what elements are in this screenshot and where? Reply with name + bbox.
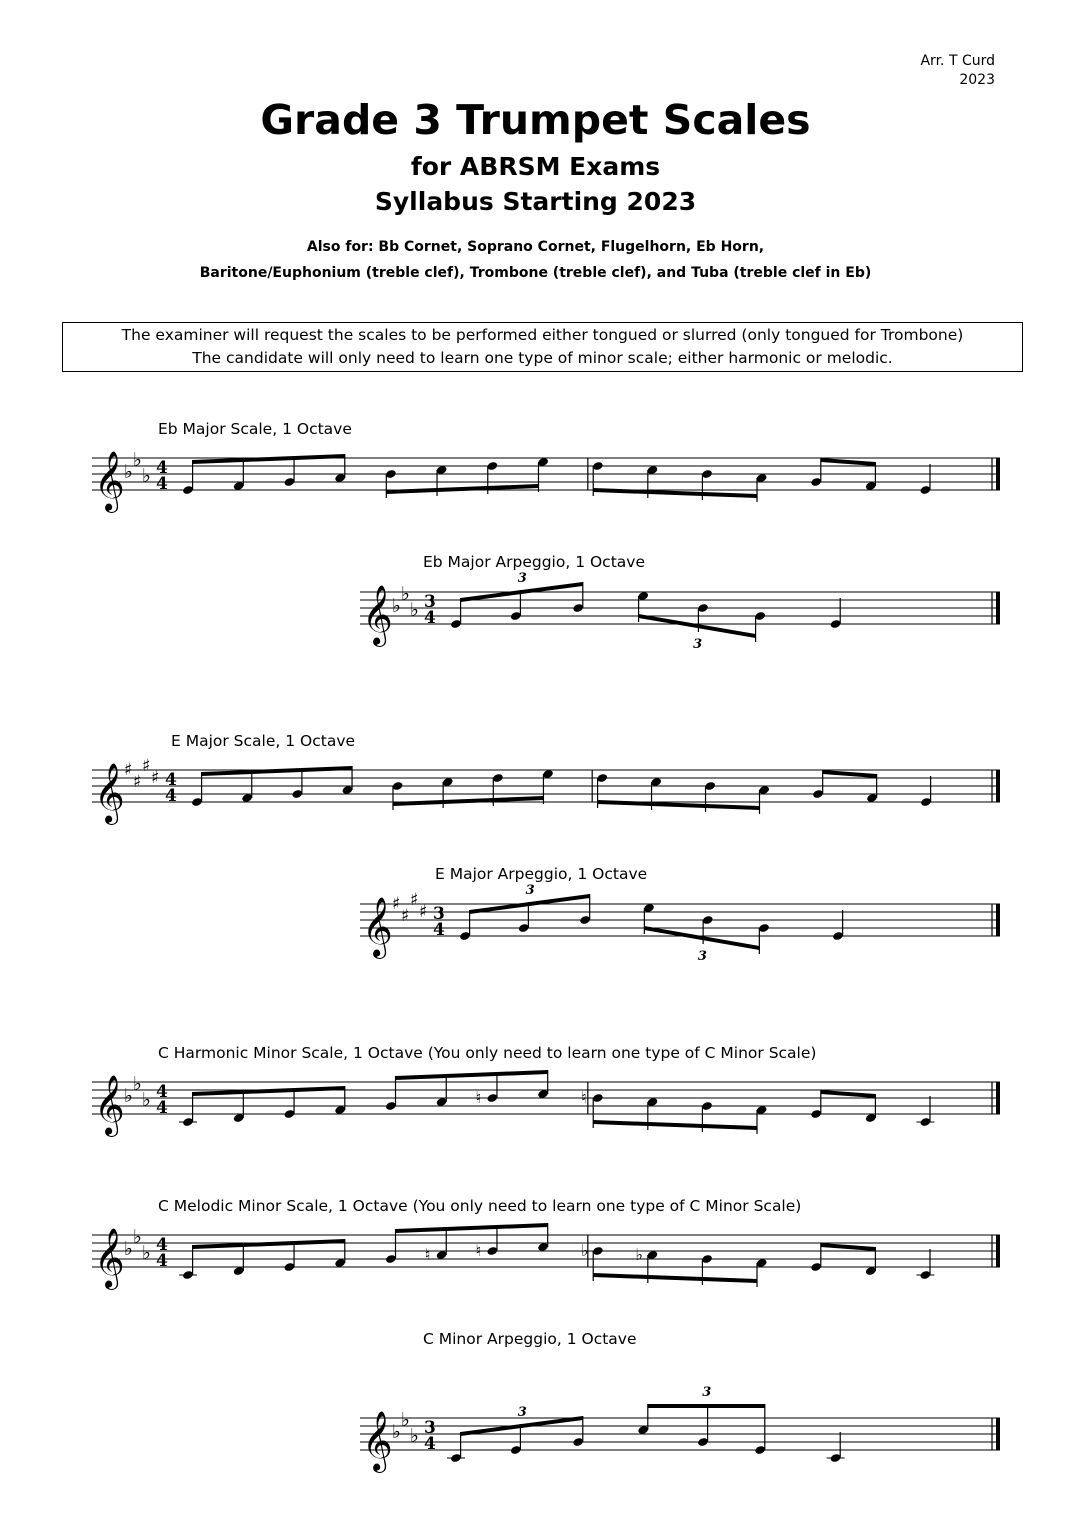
notice-line-1: The examiner will request the scales to be performed either tongued or slurred (only tongued for Trombone) xyxy=(121,326,964,344)
key-sharp-icon: ♯ xyxy=(142,756,151,776)
instruments-line-2: Baritone/Euphonium (treble clef), Trombone (treble clef), and Tuba (treble clef in Eb) xyxy=(199,265,872,281)
time-signature-bottom: 4 xyxy=(156,1098,168,1118)
key-flat-icon: ♭ xyxy=(124,1085,133,1107)
key-flat-icon: ♭ xyxy=(133,1073,142,1095)
key-flat-icon: ♭ xyxy=(401,583,410,605)
key-sharp-icon: ♯ xyxy=(401,906,410,926)
key-flat-icon: ♭ xyxy=(133,449,142,471)
time-signature-top: 4 xyxy=(156,1235,168,1255)
key-flat-icon: ♭ xyxy=(133,1226,142,1248)
time-signature-top: 4 xyxy=(156,1082,168,1102)
key-flat-icon: ♭ xyxy=(124,461,133,483)
syllabus-subtitle: Syllabus Starting 2023 xyxy=(374,187,697,216)
time-signature-bottom: 4 xyxy=(156,474,168,494)
key-flat-icon: ♭ xyxy=(392,1421,401,1443)
treble-clef-icon: 𝄞 xyxy=(362,897,393,957)
scale-label: C Melodic Minor Scale, 1 Octave (You only need to learn one type of C Minor Scale) xyxy=(158,1197,802,1215)
time-signature-top: 3 xyxy=(433,904,445,924)
key-flat-icon: ♭ xyxy=(142,465,151,487)
time-signature-top: 3 xyxy=(424,1418,436,1438)
key-flat-icon: ♭ xyxy=(410,599,419,621)
final-barline-thick xyxy=(996,1418,1000,1450)
scale-label: Eb Major Arpeggio, 1 Octave xyxy=(423,553,645,571)
arranger-name: Arr. T Curd xyxy=(920,53,995,69)
note-beam xyxy=(648,1404,765,1408)
treble-clef-icon: 𝄞 xyxy=(94,1075,125,1135)
key-flat-icon: ♭ xyxy=(392,595,401,617)
flat-sign-icon: ♭ xyxy=(635,1245,643,1264)
natural-sign-icon: ♮ xyxy=(475,1088,482,1107)
time-signature-bottom: 4 xyxy=(424,1434,436,1454)
key-sharp-icon: ♯ xyxy=(392,894,401,914)
page-subtitle: for ABRSM Exams xyxy=(410,152,661,181)
treble-clef-icon: 𝄞 xyxy=(94,451,125,511)
tuplet-number: 3 xyxy=(517,571,527,586)
tuplet-number: 3 xyxy=(525,883,535,898)
key-flat-icon: ♭ xyxy=(410,1425,419,1447)
key-flat-icon: ♭ xyxy=(142,1089,151,1111)
key-flat-icon: ♭ xyxy=(401,1409,410,1431)
key-sharp-icon: ♯ xyxy=(419,902,428,922)
time-signature-bottom: 4 xyxy=(156,1251,168,1271)
notice-line-2: The candidate will only need to learn one type of minor scale; either harmonic or melodic. xyxy=(192,349,893,367)
flat-sign-icon: ♭ xyxy=(580,1241,589,1260)
instruments-line-1: Also for: Bb Cornet, Soprano Cornet, Flugelhorn, Eb Horn, xyxy=(306,239,765,255)
time-signature-bottom: 4 xyxy=(433,920,445,940)
natural-sign-icon: ♮ xyxy=(424,1245,431,1264)
key-flat-icon: ♭ xyxy=(142,1242,151,1264)
key-sharp-icon: ♯ xyxy=(133,772,142,792)
treble-clef-icon: 𝄞 xyxy=(94,1228,125,1288)
treble-clef-icon: 𝄞 xyxy=(94,763,125,823)
key-flat-icon: ♭ xyxy=(124,1238,133,1260)
time-signature-bottom: 4 xyxy=(424,608,436,628)
tuplet-number: 3 xyxy=(517,1405,527,1420)
tuplet-number: 3 xyxy=(702,1385,712,1400)
arranger-year: 2023 xyxy=(959,72,995,88)
time-signature-top: 4 xyxy=(156,458,168,478)
time-signature-top: 3 xyxy=(424,592,436,612)
treble-clef-icon: 𝄞 xyxy=(362,585,393,645)
treble-clef-icon: 𝄞 xyxy=(362,1411,393,1471)
time-signature-top: 4 xyxy=(165,770,177,790)
scale-label: C Minor Arpeggio, 1 Octave xyxy=(423,1330,637,1348)
tuplet-number: 3 xyxy=(693,637,703,652)
natural-sign-icon: ♮ xyxy=(475,1241,482,1260)
key-sharp-icon: ♯ xyxy=(410,890,419,910)
scale-label: E Major Arpeggio, 1 Octave xyxy=(435,865,648,883)
scale-label: Eb Major Scale, 1 Octave xyxy=(158,420,352,438)
page-title: Grade 3 Trumpet Scales xyxy=(260,96,811,144)
scale-label: E Major Scale, 1 Octave xyxy=(171,732,356,750)
tuplet-number: 3 xyxy=(697,949,707,964)
scale-label: C Harmonic Minor Scale, 1 Octave (You only need to learn one type of C Minor Scale) xyxy=(158,1044,817,1062)
key-sharp-icon: ♯ xyxy=(124,760,133,780)
time-signature-bottom: 4 xyxy=(165,786,177,806)
key-sharp-icon: ♯ xyxy=(151,768,160,788)
natural-sign-icon: ♮ xyxy=(580,1088,587,1107)
